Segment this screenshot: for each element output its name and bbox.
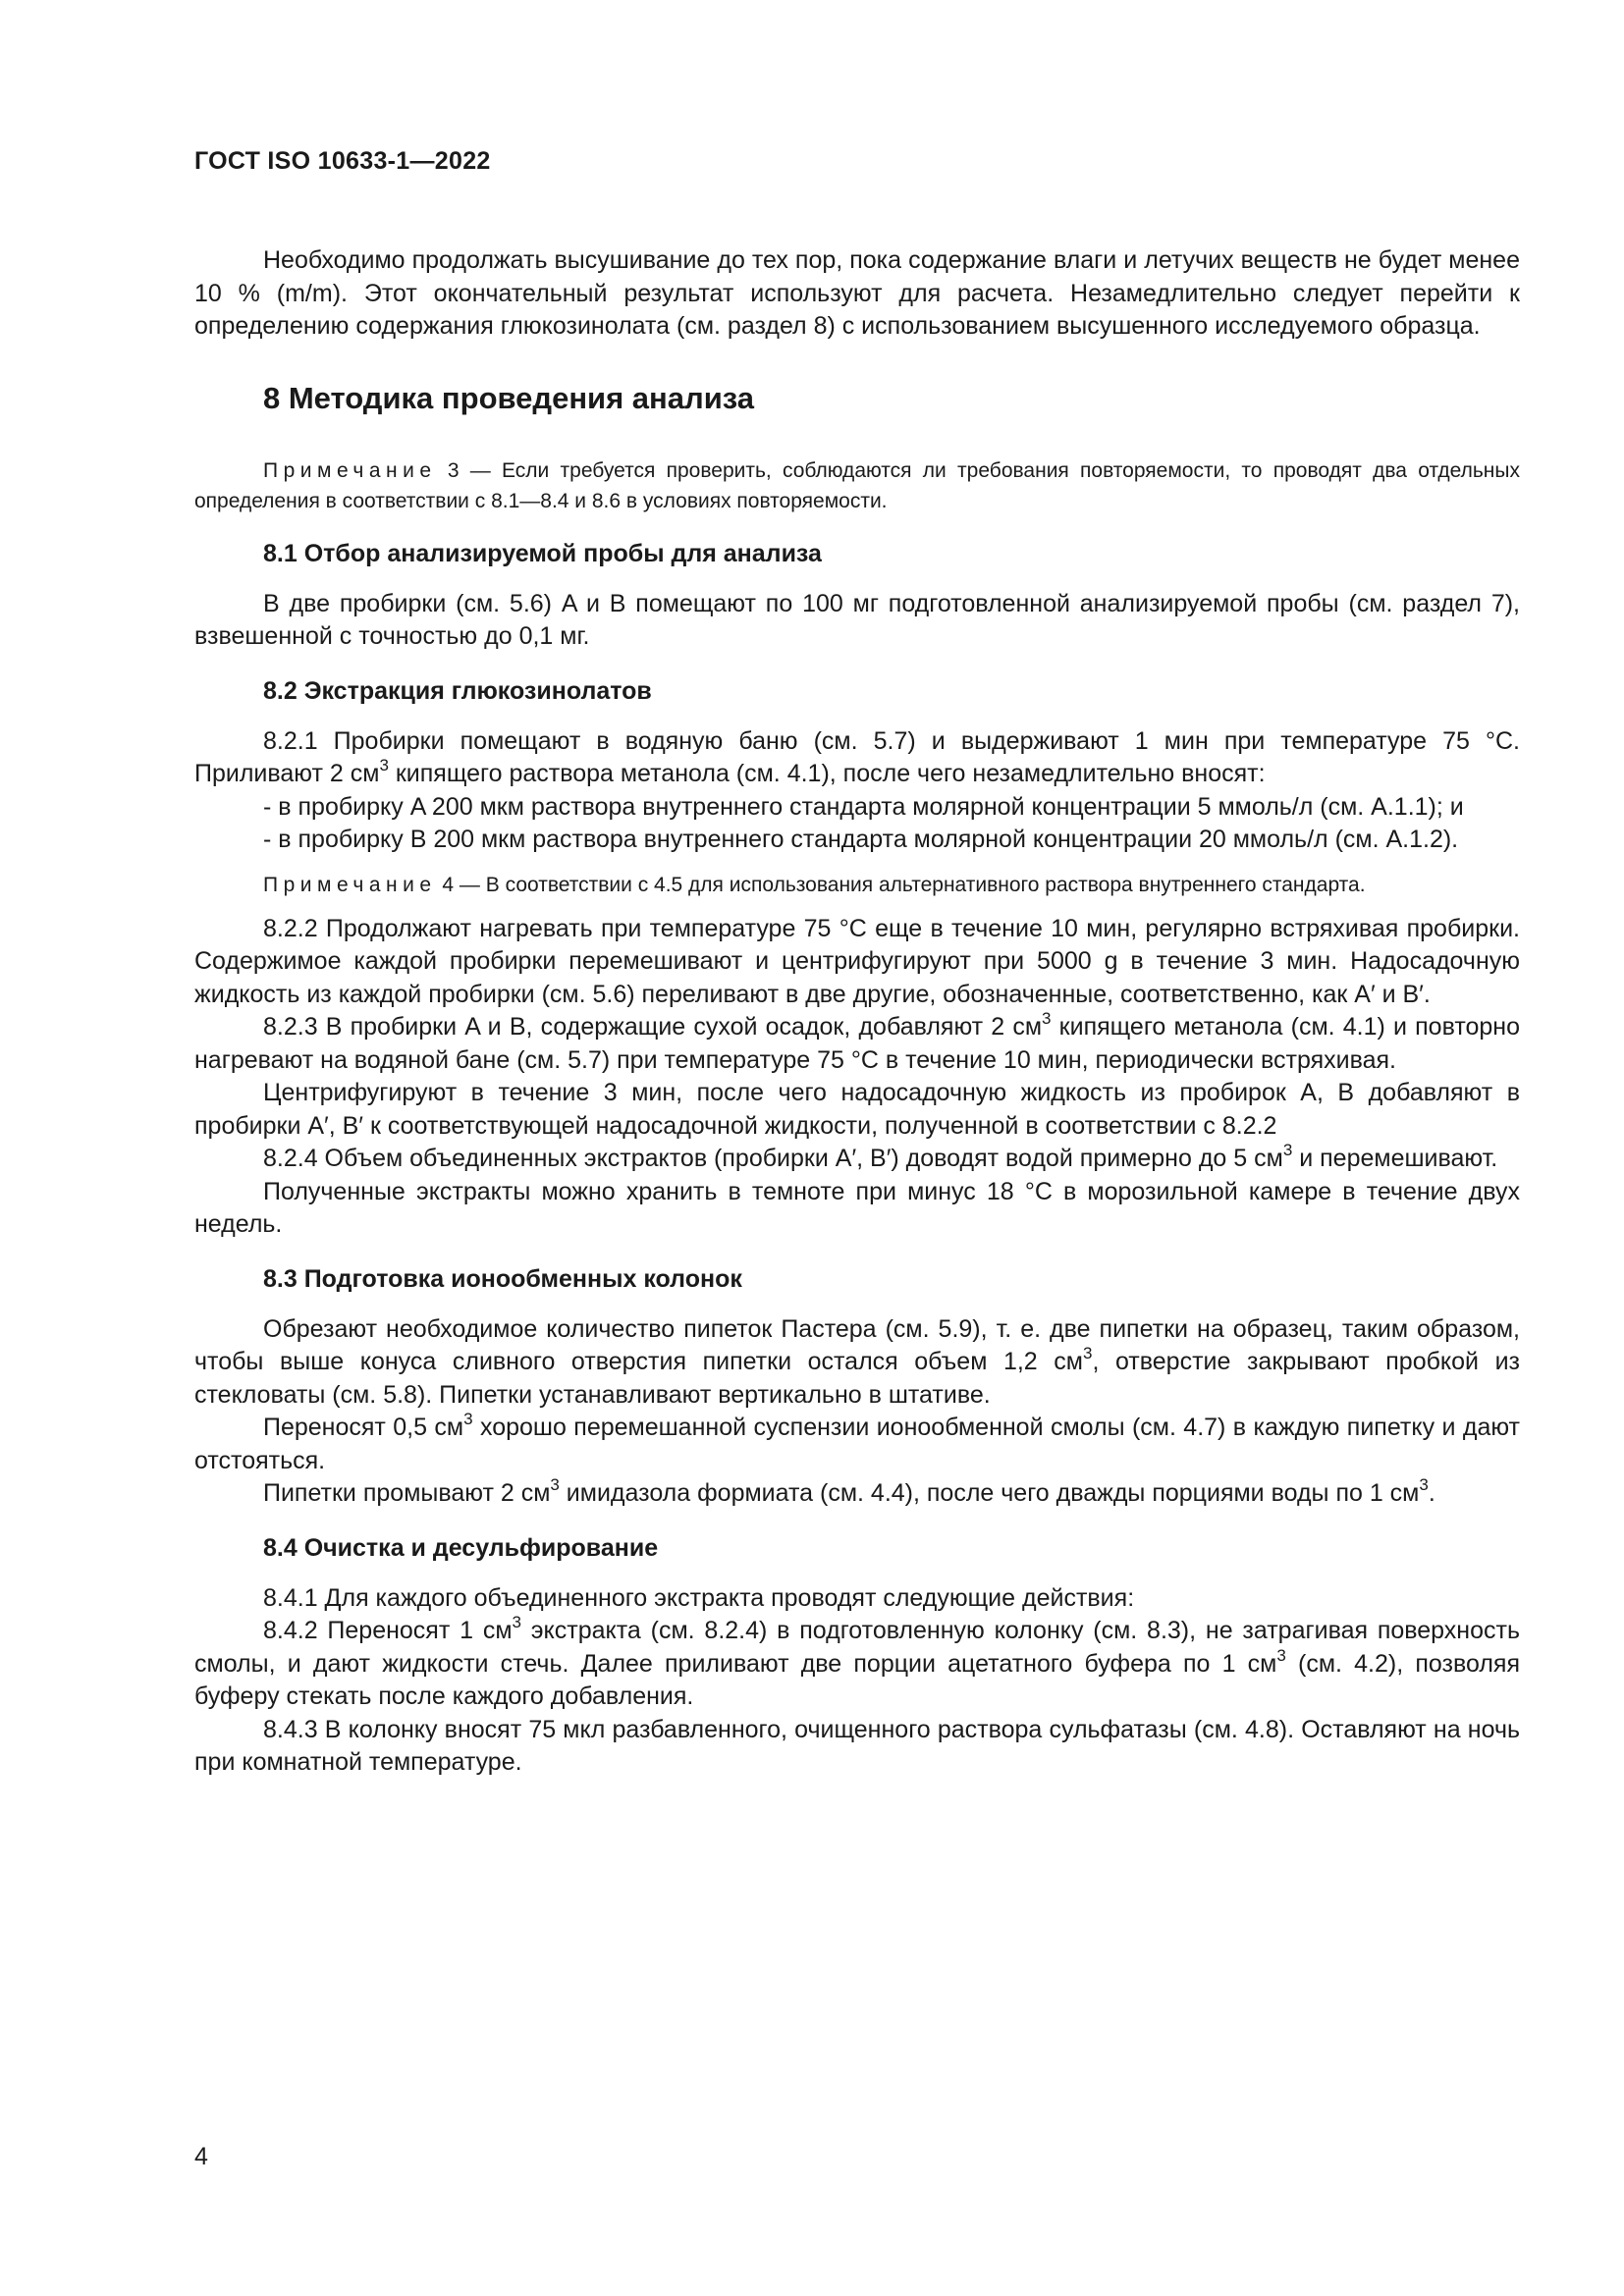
section-8-3-title: 8.3 Подготовка ионообменных колонок <box>263 1264 742 1293</box>
text-part: Переносят 0,5 см <box>263 1414 464 1441</box>
document-page <box>194 147 1520 1780</box>
superscript: 3 <box>550 1475 560 1494</box>
text-part: хорошо перемешанной суспензии ионообменной смолы (см. 4.7) в каждую пипетку и дают отстояться. <box>194 1414 1520 1474</box>
paragraph-8-2-3 <box>194 1011 1520 1077</box>
text-part: имидазола формиата (см. 4.4), после чего дважды порциями воды по 1 см <box>559 1479 1420 1507</box>
section-8-2-title: 8.2 Экстракция глюкозинолатов <box>263 676 652 705</box>
note-4-text: 4 — В соответствии с 4.5 для использования альтернативного раствора внутреннего стандарта. <box>436 873 1366 896</box>
paragraph-8-4-1: 8.4.1 Для каждого объединенного экстракта проводят следующие действия: <box>263 1583 1135 1612</box>
note-3-text: 3 — Если требуется проверить, соблюдаются ли требования повторяемости, то проводят два отдельных определения в соответствии с 8.1—8.4 и 8.6 в условиях повторяемости. <box>194 458 1520 512</box>
text-part: и перемешивают. <box>1292 1145 1498 1172</box>
paragraph-8-2-4 <box>194 1143 1520 1176</box>
section-8-1-title: 8.1 Отбор анализируемой пробы для анализа <box>263 539 822 567</box>
text-part: 8.2.1 Пробирки помещают в водяную баню (см. 5.7) и выдерживают 1 мин при температуре 75 °С. Приливают 2 см <box>194 726 1520 787</box>
text-part: . <box>1428 1479 1435 1507</box>
list-item-b: - в пробирку B 200 мкм раствора внутреннего стандарта молярной концентрации 20 ммоль/л (см. A.1.2). <box>263 826 1459 853</box>
paragraph-8-3-pipettes <box>194 1313 1520 1413</box>
paragraph-8-2-2: 8.2.2 Продолжают нагревать при температуре 75 °С еще в течение 10 мин, регулярно встряхивая пробирки. Содержимое каждой пробирки перемешивают и центрифугируют при 5000 g в течение 3 мин. Надосадочную жидкость из каждой пробирки (см. 5.6) переливают в две другие, обозначенные, соответственно, как A′ и B′. <box>194 914 1520 1008</box>
superscript: 3 <box>1282 1141 1293 1159</box>
page-number: 4 <box>194 2143 208 2170</box>
paragraph-8-4-2 <box>194 1615 1520 1714</box>
text-part: (см. 4.2), позволяя буферу стекать после каждого добавления. <box>194 1649 1520 1710</box>
paragraph-storage: Полученные экстракты можно хранить в темноте при минус 18 °С в морозильной камере в течение двух недель. <box>194 1177 1520 1238</box>
note-3-label: Примечание <box>263 458 437 482</box>
list-item-a: - в пробирку A 200 мкм раствора внутреннего стандарта молярной концентрации 5 ммоль/л (см. A.1.1); и <box>263 792 1464 821</box>
text-part: Обрезают необходимое количество пипеток Пастера (см. 5.9), т. е. две пипетки на образец, таким образом, чтобы выше конуса сливного отверстия пипетки остался объем 1,2 см <box>194 1314 1520 1375</box>
text-part: 8.2.3 В пробирки A и B, содержащие сухой осадок, добавляют 2 см <box>263 1013 1043 1041</box>
note-4-label: Примечание <box>263 873 437 896</box>
text-part: 8.2.4 Объем объединенных экстрактов (пробирки A′, B′) доводят водой примерно до 5 см <box>263 1145 1283 1172</box>
intro-paragraph: Необходимо продолжать высушивание до тех пор, пока содержание влаги и летучих веществ не будет менее 10 % (m/m). Этот окончательный результат используют для расчета. Незамедлительно следует перейти к определению содержания глюкозинолата (см. раздел 8) с использованием высушенного исследуемого образца. <box>194 246 1520 340</box>
text-part: кипящего раствора метанола (см. 4.1), после чего незамедлительно вносят: <box>388 760 1266 787</box>
superscript: 3 <box>1419 1475 1429 1494</box>
document-header: ГОСТ ISO 10633-1—2022 <box>194 147 491 175</box>
superscript: 3 <box>1276 1645 1286 1665</box>
text-part: , отверстие закрывают пробкой из стекловаты (см. 5.8). Пипетки устанавливают вертикально в штативе. <box>194 1348 1520 1409</box>
superscript: 3 <box>1042 1009 1052 1028</box>
text-part: 8.4.2 Переносят 1 см <box>263 1617 513 1644</box>
section-8-1-text: В две пробирки (см. 5.6) A и B помещают по 100 мг подготовленной анализируемой пробы (см. раздел 7), взвешенной с точностью до 0,1 мг. <box>194 589 1520 650</box>
paragraph-8-2-1 <box>194 725 1520 791</box>
text-part: кипящего метанола (см. 4.1) и повторно нагревают на водяной бане (см. 5.7) при температуре 75 °С в течение 10 мин, периодически встряхивая. <box>194 1013 1521 1074</box>
superscript: 3 <box>512 1613 521 1631</box>
superscript: 3 <box>463 1410 473 1428</box>
text-part: Пипетки промывают 2 см <box>263 1479 551 1507</box>
section-8-title: 8 Методика проведения анализа <box>263 380 754 415</box>
paragraph-8-3-wash <box>194 1477 1520 1511</box>
note-4 <box>194 870 1520 900</box>
note-3 <box>194 455 1520 516</box>
paragraph-8-3-resin <box>194 1412 1520 1477</box>
paragraph-centrifuge: Центрифугируют в течение 3 мин, после чего надосадочную жидкость из пробирок A, B добавляют в пробирки A′, B′ к соответствующей надосадочной жидкости, полученной в соответствии с 8.2.2 <box>194 1079 1520 1140</box>
superscript: 3 <box>379 756 389 774</box>
text-part: экстракта (см. 8.2.4) в подготовленную колонку (см. 8.3), не затрагивая поверхность смолы, и дают жидкости стечь. Далее приливают две порции ацетатного буфера по 1 см <box>194 1617 1520 1678</box>
paragraph-8-4-3: 8.4.3 В колонку вносят 75 мкл разбавленного, очищенного раствора сульфатазы (см. 4.8). Оставляют на ночь при комнатной температуре. <box>194 1715 1520 1776</box>
superscript: 3 <box>1082 1344 1093 1362</box>
section-8-4-title: 8.4 Очистка и десульфирование <box>263 1533 659 1562</box>
